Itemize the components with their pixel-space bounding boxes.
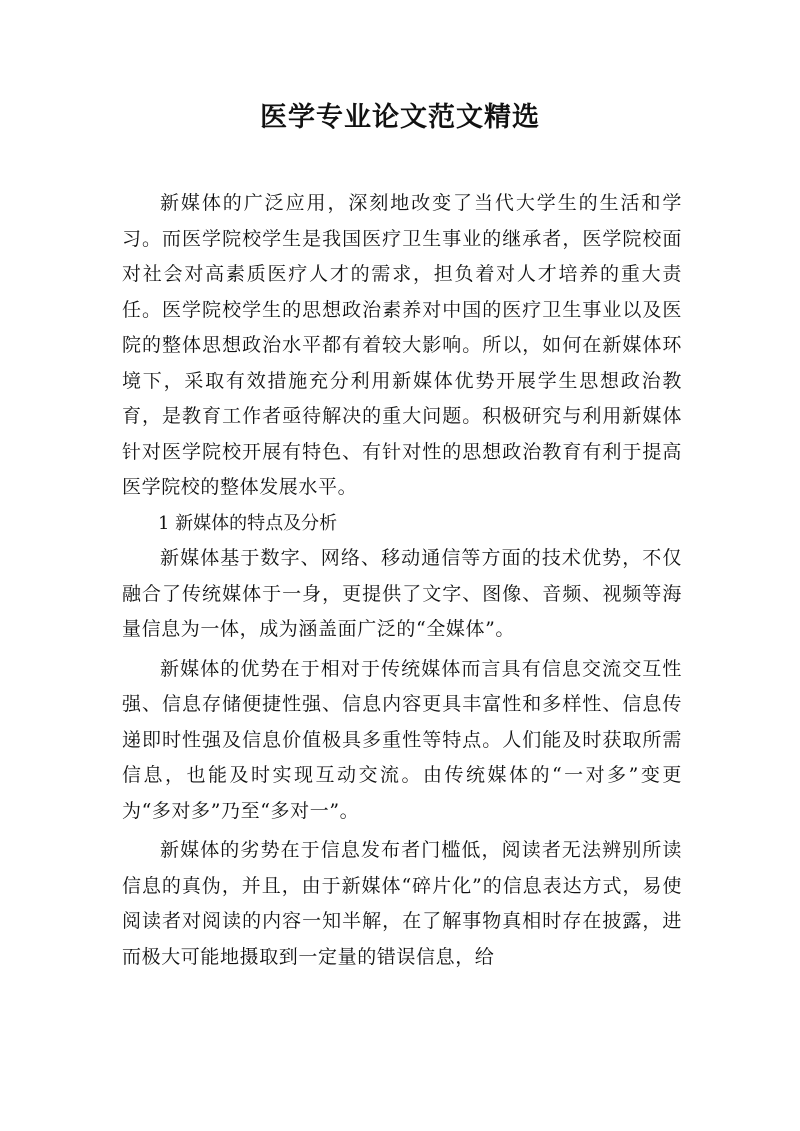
section-heading-1: 1 新媒体的特点及分析 (158, 512, 338, 534)
paragraph-new-media-advantages: 新媒体的优势在于相对于传统媒体而言具有信息交流交互性强、信息存储便捷性强、信息内容更具丰富性和多样性、信息传递即时性强及信息价值极具多重性等特点。人们能及时获取所需信息，也能及时实现互动交流。由传统媒体的“一对多”变更为“多对多”乃至“多对一”。 (122, 657, 682, 822)
paragraph-new-media-basis: 新媒体基于数字、网络、移动通信等方面的技术优势，不仅融合了传统媒体于一身，更提供了文字、图像、音频、视频等海量信息为一体，成为涵盖面广泛的“全媒体”。 (122, 547, 682, 640)
paragraph-new-media-disadvantages: 新媒体的劣势在于信息发布者门槛低，阅读者无法辨别所读信息的真伪，并且，由于新媒体“碎片化”的信息表达方式，易使阅读者对阅读的内容一知半解，在了解事物真相时存在披露，进而极大可能地摄取到一定量的错误信息，给 (122, 839, 682, 968)
document-title: 医学专业论文范文精选 (260, 102, 540, 133)
document-body (122, 186, 682, 975)
paragraph-intro: 新媒体的广泛应用，深刻地改变了当代大学生的生活和学习。而医学院校学生是我国医疗卫生事业的继承者，医学院校面对社会对高素质医疗人才的需求，担负着对人才培养的重大责任。医学院校学生的思想政治素养对中国的医疗卫生事业以及医院的整体思想政治水平都有着较大影响。所以，如何在新媒体环境下，采取有效措施充分利用新媒体优势开展学生思想政治教育，是教育工作者亟待解决的重大问题。积极研究与利用新媒体针对医学院校开展有特色、有针对性的思想政治教育有利于提高医学院校的整体发展水平。 (122, 192, 682, 498)
